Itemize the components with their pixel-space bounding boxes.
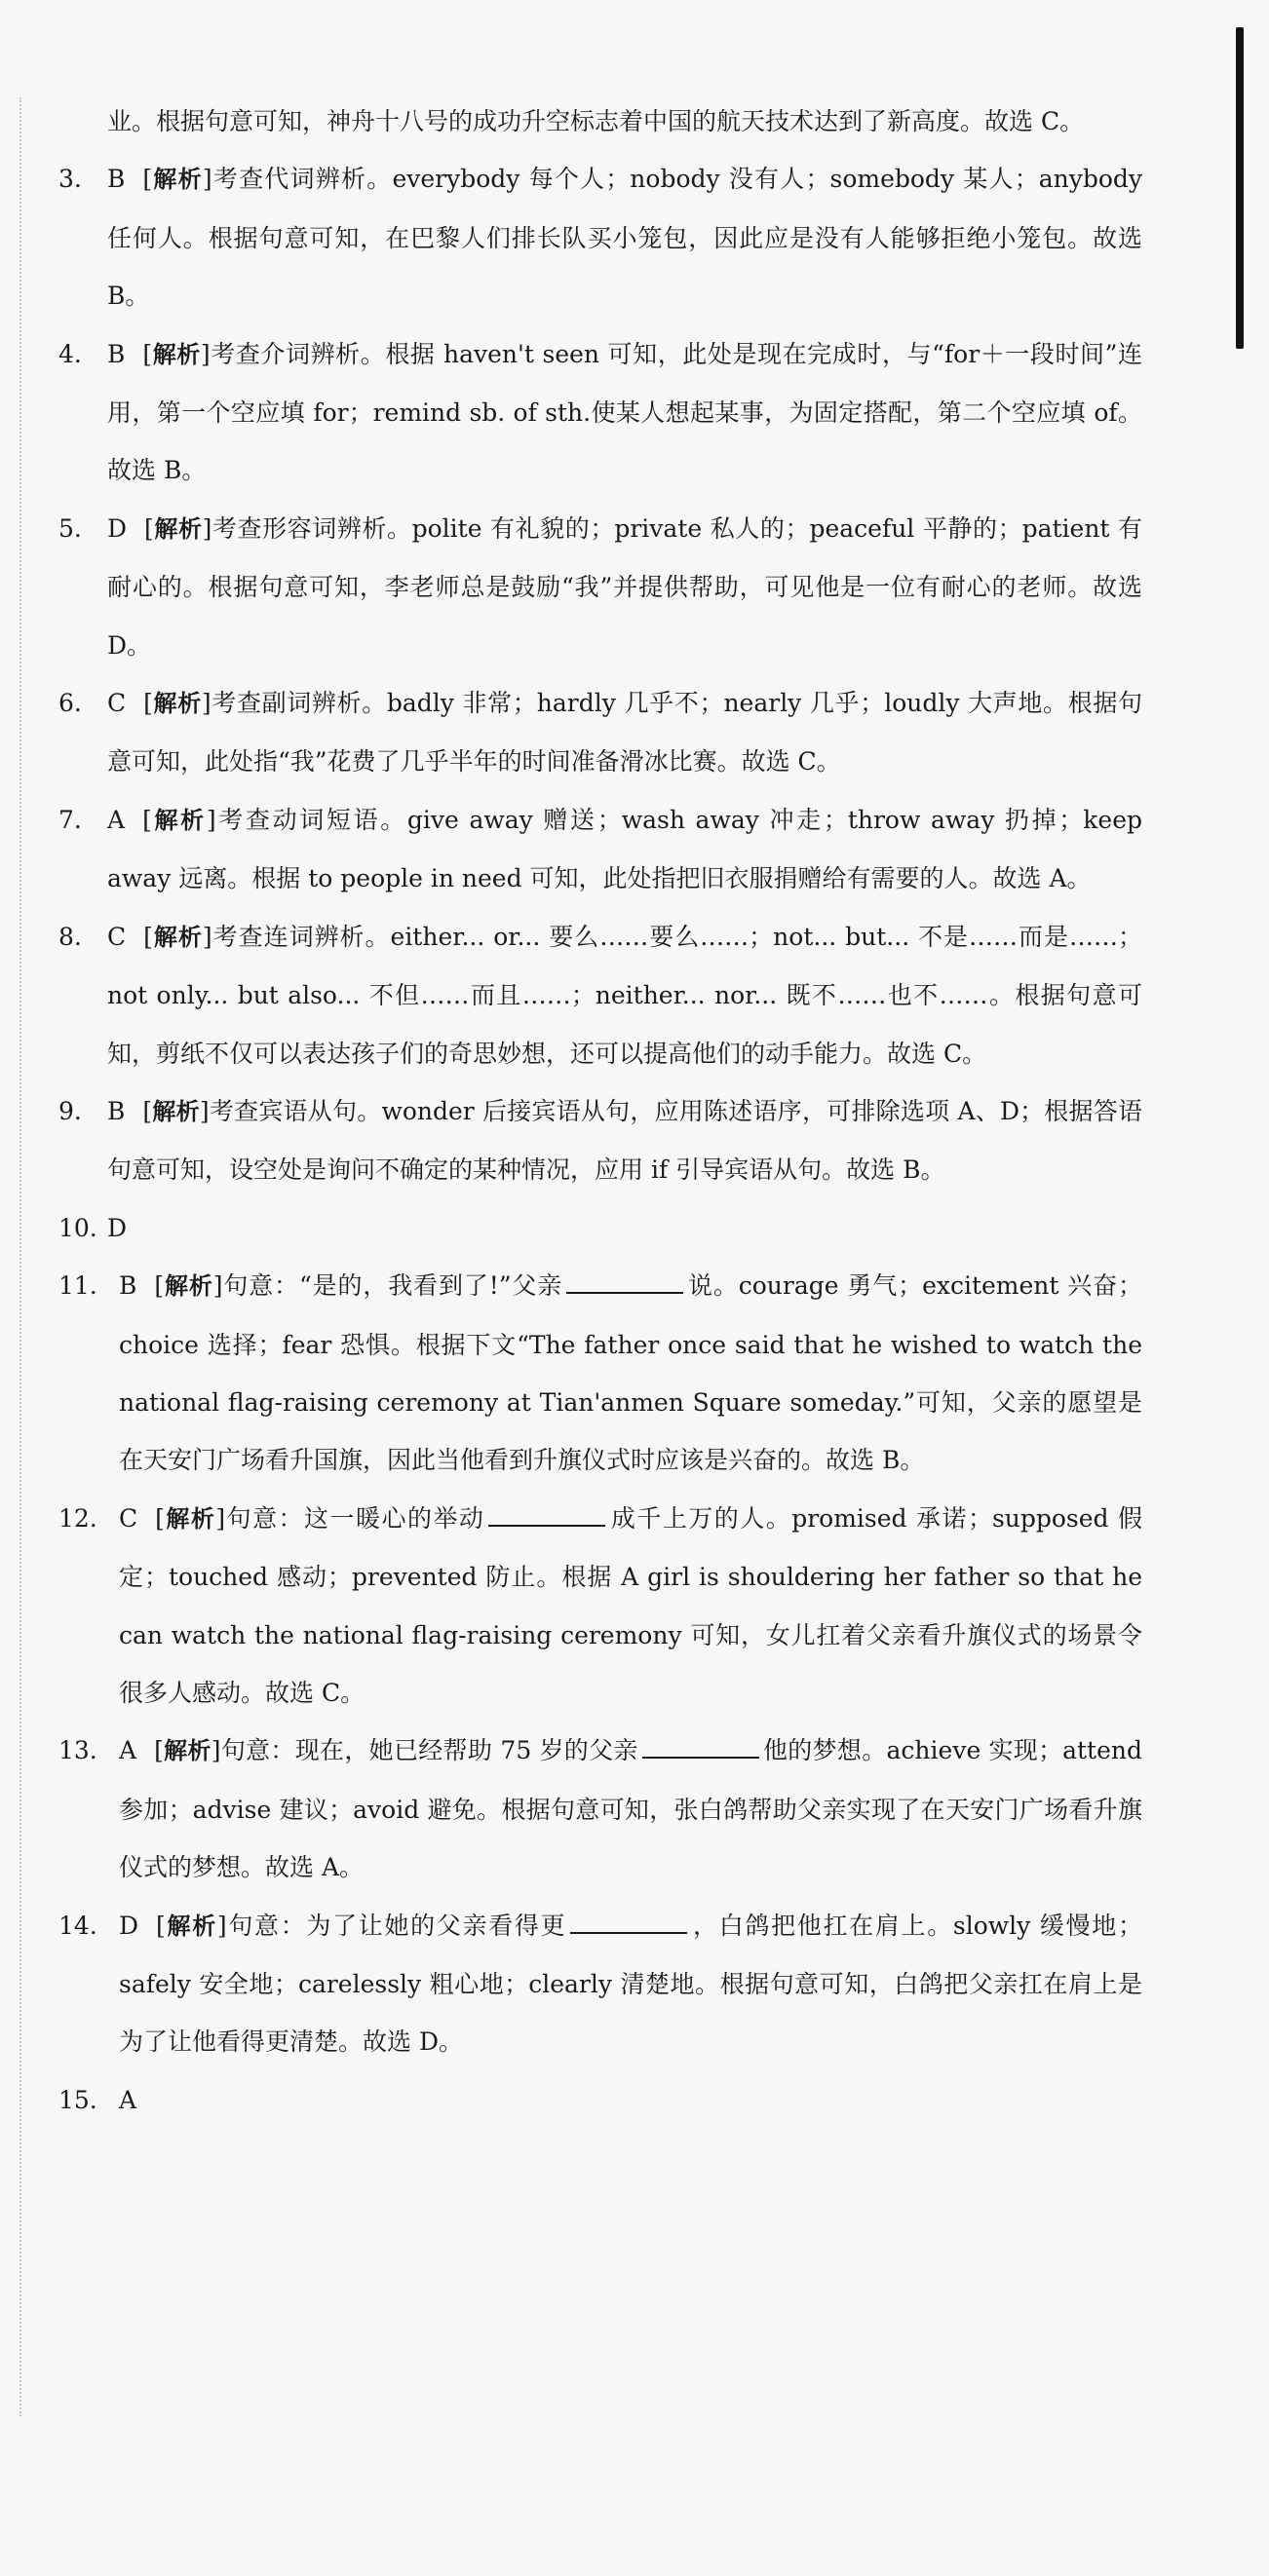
analysis-tag: 解析: [152, 166, 203, 194]
item-answer: C: [119, 1503, 138, 1533]
item-explanation: ，白鸽把他扛在肩上。slowly 缓慢地；safely 安全地；carelessly 粗心地；clearly 清楚地。根据句意可知，白鸽把父亲扛在肩上是为了让他看得更清楚。故选 D。: [119, 1911, 1142, 2057]
item-number: 6.: [58, 689, 82, 718]
binding-dash-line: [19, 97, 21, 2416]
item-number: 9.: [58, 1096, 82, 1125]
answer-item: 6. C [解析]考查副词辨析。badly 非常；hardly 几乎不；nearly 几乎；loudly 大声地。根据句意可知，此处指“我”花费了几乎半年的时间准备滑冰比赛。故选 C。: [58, 674, 1142, 791]
item-number: 15.: [58, 2085, 97, 2114]
item-answer: C: [107, 689, 127, 718]
item-number: 13.: [58, 1736, 97, 1765]
item-answer: B: [119, 1271, 137, 1301]
continuation-text: 业。根据句意可知，神舟十八号的成功升空标志着中国的航天技术达到了新高度。故选 C。: [107, 107, 1085, 135]
item-answer: B: [107, 339, 126, 368]
answer-item: 4. B [解析]考查介词辨析。根据 haven't seen 可知，此处是现在完成时，与“for＋一段时间”连用，第一个空应填 for；remind sb. of sth.使某人想起某事，为固定搭配，第二个空应填 of。故选 B。: [58, 325, 1142, 500]
item-number: 11.: [58, 1271, 97, 1301]
item-explanation: 考查副词辨析。badly 非常；hardly 几乎不；nearly 几乎；loudly 大声地。根据句意可知，此处指“我”花费了几乎半年的时间准备滑冰比赛。故选 C。: [107, 689, 1143, 777]
item-answer: D: [107, 1213, 128, 1242]
analysis-tag: 解析: [164, 1504, 216, 1533]
fill-blank: [642, 1735, 759, 1759]
item-number: 10.: [58, 1213, 97, 1242]
answer-item: 3. B [解析]考查代词辨析。everybody 每个人；nobody 没有人；somebody 某人；anybody 任何人。根据句意可知，在巴黎人们排长队买小笼包，因此应是没有人能够拒绝小笼包。故选 B。: [58, 150, 1142, 324]
answer-item: 14. D [解析]句意：为了让她的父亲看得更 ，白鸽把他扛在肩上。slowly 缓慢地；safely 安全地；carelessly 粗心地；clearly 清楚地。根据句意可知，白鸽把父亲扛在肩上是为了让他看得更清楚。故选 D。: [58, 1897, 1142, 2071]
item-number: 5.: [58, 513, 82, 543]
answer-item-10: [58, 1199, 1142, 1257]
item-answer: A: [119, 1736, 137, 1765]
page-edge-bar: [1236, 27, 1244, 349]
fill-blank: [570, 1911, 687, 1934]
item-number: 4.: [58, 339, 82, 368]
item-explanation: 他的梦想。achieve 实现；attend 参加；advise 建议；avoid 避免。根据句意可知，张白鸽帮助父亲实现了在天安门广场看升旗仪式的梦想。故选 A。: [119, 1736, 1143, 1882]
item-explanation: 考查宾语从句。wonder 后接宾语从句，应用陈述语序，可排除选项 A、D；根据答语句意可知，设空处是询问不确定的某种情况，应用 if 引导宾语从句。故选 B。: [107, 1096, 1143, 1185]
item-answer: A: [119, 2085, 137, 2114]
analysis-tag: 解析: [151, 806, 207, 834]
analysis-tag: 解析: [163, 1737, 212, 1765]
answer-item: 5. D [解析]考查形容词辨析。polite 有礼貌的；private 私人的；peaceful 平静的；patient 有耐心的。根据句意可知，李老师总是鼓励“我”并提供帮助，可见他是一位有耐心的老师。故选 D。: [58, 500, 1142, 674]
sentence-meaning: 句意：“是的，我看到了!”父亲: [222, 1271, 563, 1301]
item-number: 12.: [58, 1503, 97, 1533]
items-list: [58, 150, 1142, 1198]
item-answer: D: [119, 1911, 139, 1940]
analysis-tag: 解析: [152, 690, 202, 718]
answer-document: [58, 93, 1142, 2129]
item-explanation: 考查形容词辨析。polite 有礼貌的；private 私人的；peaceful 平静的；patient 有耐心的。根据句意可知，李老师总是鼓励“我”并提供帮助，可见他是一位有耐心的老师。故选 D。: [107, 513, 1143, 660]
analysis-tag: 解析: [165, 1912, 217, 1940]
item-number: 7.: [58, 805, 82, 834]
item-answer: B: [107, 165, 126, 194]
analysis-tag: 解析: [164, 1272, 213, 1301]
sentence-meaning: 句意：现在，她已经帮助 75 岁的父亲: [220, 1736, 638, 1765]
item-explanation: 考查代词辨析。everybody 每个人；nobody 没有人；somebody 某人；anybody 任何人。根据句意可知，在巴黎人们排长队买小笼包，因此应是没有人能够拒绝小笼包。故选 B。: [107, 165, 1143, 311]
fill-blank: [566, 1270, 683, 1294]
item-number: 14.: [58, 1911, 97, 1940]
item-explanation: 考查介词辨析。根据 haven't seen 可知，此处是现在完成时，与“for＋一段时间”连用，第一个空应填 for；remind sb. of sth.使某人想起某事，为固定搭配，第二个空应填 of。故选 B。: [107, 339, 1143, 485]
answer-item: 9. B [解析]考查宾语从句。wonder 后接宾语从句，应用陈述语序，可排除选项 A、D；根据答语句意可知，设空处是询问不确定的某种情况，应用 if 引导宾语从句。故选 B。: [58, 1082, 1142, 1199]
item-number: 3.: [58, 165, 82, 194]
item-answer: D: [107, 513, 128, 543]
analysis-tag: 解析: [152, 340, 201, 368]
answer-item: 11. B [解析]句意：“是的，我看到了!”父亲 说。courage 勇气；excitement 兴奋；choice 选择；fear 恐惧。根据下文“The father once said that he wished to watch the national flag-raising ceremony at Tian'anmen Square someday.”可知，父亲的愿望是在天安门广场看升国旗，因此当他看到升旗仪式时应该是兴奋的。故选 B。: [58, 1257, 1142, 1490]
answer-item: 8. C [解析]考查连词辨析。either... or... 要么……要么……；not... but... 不是……而是……；not only... but also... 不但……而且……；neither... nor... 既不……也不……。根据句意可知，剪纸不仅可以表达孩子们的奇思妙想，还可以提高他们的动手能力。故选 C。: [58, 908, 1142, 1082]
analysis-tag: 解析: [153, 514, 203, 543]
answer-item: 13. A [解析]句意：现在，她已经帮助 75 岁的父亲 他的梦想。achieve 实现；attend 参加；advise 建议；avoid 避免。根据句意可知，张白鸽帮助父亲实现了在天安门广场看升旗仪式的梦想。故选 A。: [58, 1722, 1142, 1896]
item-explanation: 成千上万的人。promised 承诺；supposed 假定；touched 感动；prevented 防止。根据 A girl is shouldering her father so that he can watch the national flag-raising ceremony 可知，女儿扛着父亲看升旗仪式的场景令很多人感动。故选 C。: [119, 1503, 1142, 1707]
item-answer: A: [107, 805, 126, 834]
fill-blank: [488, 1503, 605, 1527]
sentence-meaning: 句意：这一暖心的举动: [225, 1503, 485, 1533]
answer-item: 7. A [解析]考查动词短语。give away 赠送；wash away 冲走；throw away 扔掉；keep away 远离。根据 to people in need 可知，此处指把旧衣服捐赠给有需要的人。故选 A。: [58, 791, 1142, 908]
item-answer: B: [107, 1096, 126, 1125]
item-explanation: 考查连词辨析。either... or... 要么……要么……；not... but... 不是……而是……；not only... but also... 不但……而且……；neither... nor... 既不……也不……。根据句意可知，剪纸不仅可以表达孩子们的奇思妙想，还可以提高他们的动手能力。故选 C。: [107, 922, 1143, 1068]
item-answer: C: [107, 922, 127, 951]
analysis-tag: 解析: [152, 923, 203, 951]
sentence-meaning: 句意：为了让她的父亲看得更: [226, 1911, 567, 1940]
analysis-tag: 解析: [152, 1097, 200, 1125]
wide-items-list: [58, 1257, 1142, 2071]
item-number: 8.: [58, 922, 82, 951]
answer-item: 12. C [解析]句意：这一暖心的举动 成千上万的人。promised 承诺；supposed 假定；touched 感动；prevented 防止。根据 A girl is shouldering her father so that he can watch the national flag-raising ceremony 可知，女儿扛着父亲看升旗仪式的场景令很多人感动。故选 C。: [58, 1490, 1142, 1723]
item-explanation: 说。courage 勇气；excitement 兴奋；choice 选择；fear 恐惧。根据下文“The father once said that he wished to watch the national flag-raising ceremony at Tian'anmen Square someday.”可知，父亲的愿望是在天安门广场看升国旗，因此当他看到升旗仪式时应该是兴奋的。故选 B。: [119, 1271, 1143, 1475]
item-explanation: 考查动词短语。give away 赠送；wash away 冲走；throw away 扔掉；keep away 远离。根据 to people in need 可知，此处指把旧衣服捐赠给有需要的人。故选 A。: [107, 805, 1143, 893]
answer-item-15: [58, 2071, 1142, 2129]
